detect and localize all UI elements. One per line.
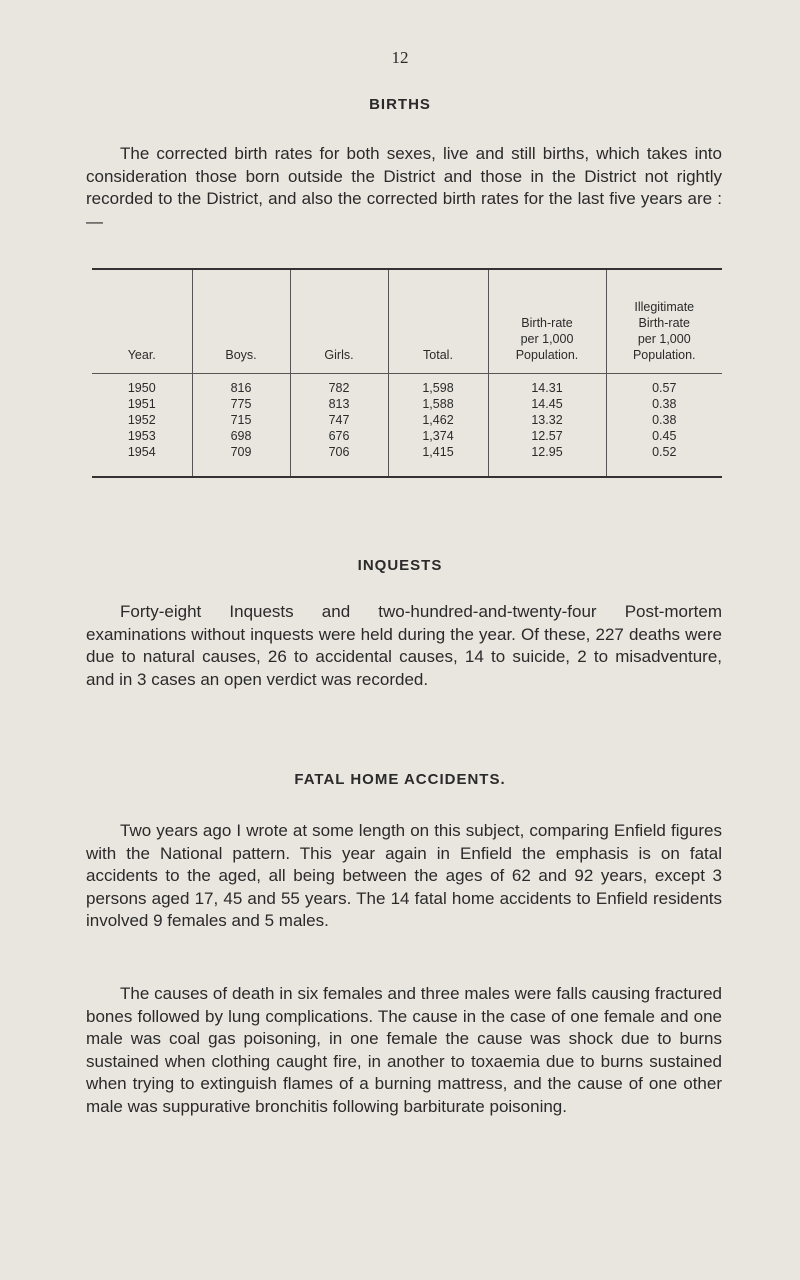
cell-total: 1,415 [388,444,488,477]
cell-year: 1951 [127,396,156,411]
header-illegitimate-line: Birth-rate [638,315,690,330]
header-year: Year. [92,269,192,373]
cell-girls: 676 [290,428,388,444]
cell-illegitimate-rate: 0.38 [606,412,722,428]
header-birth-rate-line: Birth-rate [521,315,573,330]
cell-illegitimate-rate: 0.52 [606,444,722,477]
cell-girls: 782 [290,373,388,396]
cell-year: 1953 [127,428,156,443]
header-girls: Girls. [290,269,388,373]
cell-total: 1,374 [388,428,488,444]
cell-birth-rate: 13.32 [488,412,606,428]
cell-boys: 775 [192,396,290,412]
fatal-home-accidents-para-1: Two years ago I wrote at some length on this subject, comparing Enfield figures with the National pattern. This year again in Enfield the emphasis is on fatal accidents to the aged, all being between the ages of 62 and 92 years, except 3 persons aged 17, 45 and 55 years. The 14 fatal home accidents to Enfield residents involved 9 females and 5 males. [86,821,722,930]
inquests-text: Forty-eight Inquests and two-hundred-and-twenty-four Post-mortem examinations without inquests were held during the year. Of these, 227 deaths were due to natural causes, 26 to accidental causes, 14 to suicide, 2 to misadventure, and in 3 cases an open verdict was recorded. [86,602,722,689]
table-header-row [92,269,722,373]
inquests-heading: INQUESTS [357,557,443,574]
cell-girls: 747 [290,412,388,428]
header-illegitimate-line: Illegitimate [634,299,695,314]
cell-boys: 709 [192,444,290,477]
table-row [92,412,722,428]
cell-boys: 698 [192,428,290,444]
cell-boys: 715 [192,412,290,428]
header-total: Total. [388,269,488,373]
header-birth-rate [488,269,606,373]
cell-birth-rate: 14.31 [488,373,606,396]
fatal-home-accidents-heading: FATAL HOME ACCIDENTS. [294,771,506,788]
header-illegitimate-line: Population. [632,347,696,362]
births-table [92,268,722,478]
fatal-home-accidents-para-2: The causes of death in six females and three males were falls causing fractured bones followed by lung complications. The cause in the case of one female and one male was coal gas poisoning, in one female the cause was shock due to burns sustained when clothing caught fire, in another to toxaemia due to burns sustained when trying to extinguish flames of a burning mattress, and the cause of one other male was suppurative bronchitis following barbiturate poisoning. [86,984,722,1116]
header-birth-rate-line: Population. [515,347,579,362]
cell-total: 1,598 [388,373,488,396]
table-row [92,373,722,396]
cell-birth-rate: 12.95 [488,444,606,477]
cell-illegitimate-rate: 0.38 [606,396,722,412]
cell-year: 1950 [127,380,156,395]
cell-birth-rate: 14.45 [488,396,606,412]
cell-girls: 706 [290,444,388,477]
cell-year: 1952 [127,412,156,427]
header-birth-rate-line: per 1,000 [520,331,574,346]
table-row [92,444,722,477]
births-intro: The corrected birth rates for both sexes, live and still births, which takes into consideration those born outside the District and those in the District not rightly recorded to the District, and also the corrected birth rates for the last five years are :— [86,144,722,231]
cell-illegitimate-rate: 0.45 [606,428,722,444]
cell-illegitimate-rate: 0.57 [606,373,722,396]
cell-year: 1954 [92,444,192,477]
page-number: 12 [391,48,409,67]
births-heading: BIRTHS [369,96,431,113]
cell-birth-rate: 12.57 [488,428,606,444]
header-illegitimate-rate [606,269,722,373]
cell-total: 1,588 [388,396,488,412]
cell-total: 1,462 [388,412,488,428]
header-boys: Boys. [192,269,290,373]
table-row [92,428,722,444]
header-illegitimate-line: per 1,000 [637,331,691,346]
table-row [92,396,722,412]
cell-girls: 813 [290,396,388,412]
cell-boys: 816 [192,373,290,396]
